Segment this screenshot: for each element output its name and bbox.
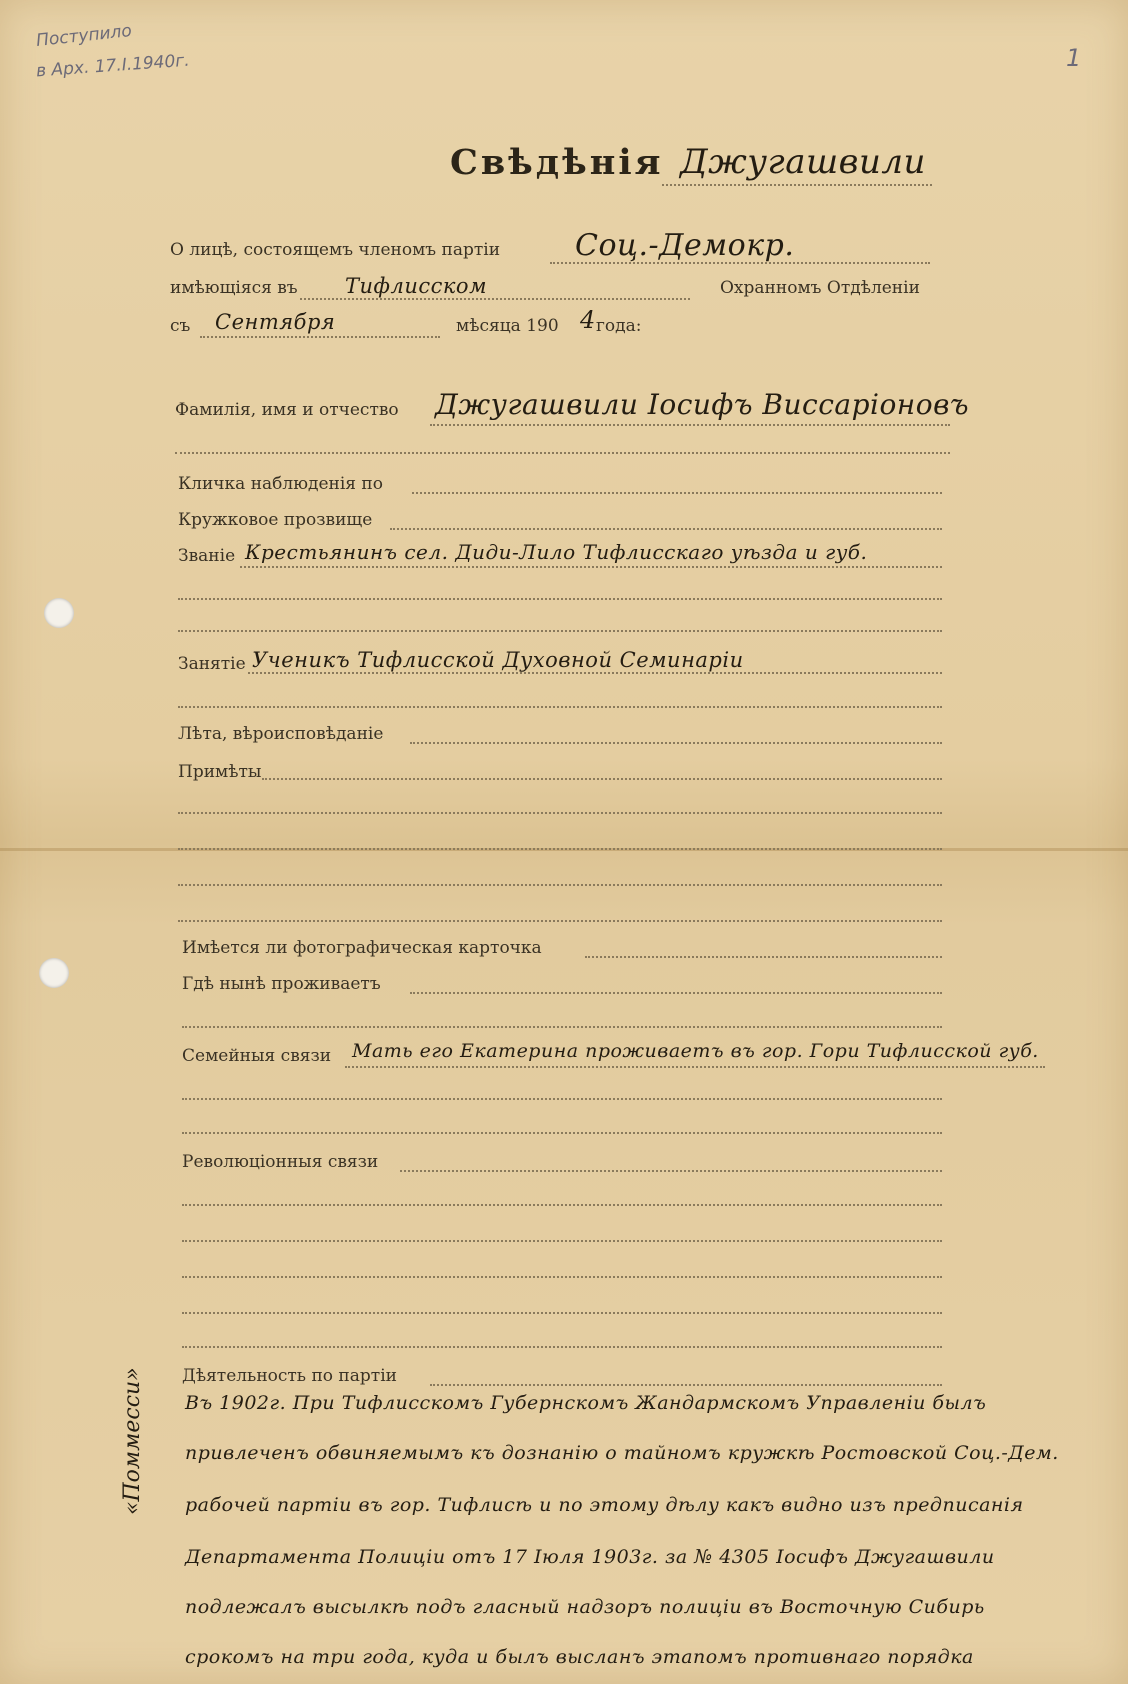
marks-line-5 [178,920,942,922]
city-value: Тифлисском [345,274,487,298]
year-suffix: года: [596,316,642,336]
archive-note-line2: в Арх. 17.I.1940г. [35,50,191,82]
rank-line-3 [178,630,942,632]
nickname-label: Кличка наблюденія по [178,474,383,494]
margin-note: «Поммесси» [120,1367,145,1515]
rank-line [240,566,942,568]
rank-label: Званіе [178,546,236,566]
revolution-line-2 [182,1204,942,1206]
archive-note-line1: Поступило [35,21,133,51]
since-prefix: съ [170,316,191,336]
photo-label: Имѣется ли фотографическая карточка [182,938,542,958]
activity-line [430,1384,942,1386]
having-prefix: имѣющіяся въ [170,278,298,298]
month-value: Сентября [215,310,336,334]
city-line [300,298,690,300]
occupation-line-2 [178,706,942,708]
revolution-label: Революціонныя связи [182,1152,379,1172]
department-label: Охранномъ Отдѣленіи [720,278,920,298]
month-label: мѣсяца 190 [456,316,559,336]
family-line-3 [182,1132,942,1134]
residence-line-2 [182,1026,942,1028]
activity-line-6: срокомъ на три года, куда и былъ высланъ этапомъ противнаго порядка [185,1646,974,1668]
occupation-label: Занятіе [178,654,246,674]
revolution-line [400,1170,942,1172]
rank-value: Крестьянинъ сел. Диди-Лило Тифлисскаго уѣзда и губ. [245,540,868,564]
circle-label: Кружковое прозвище [178,510,373,530]
month-line [200,336,440,338]
family-line [345,1066,1045,1068]
name-value: Джугашвили Іосифъ Виссарiоновъ [435,388,970,421]
family-line-2 [182,1098,942,1100]
party-value: Соц.-Демокр. [575,228,795,263]
page-number: 1 [1066,44,1082,72]
family-value: Мать его Екатерина проживаетъ въ гор. Гори Тифлисской губ. [352,1040,1039,1062]
rank-line-2 [178,598,942,600]
title-surname: Джугашвили [680,142,926,182]
activity-line-2: привлеченъ обвиняемымъ къ дознанію о тайномъ кружкѣ Ростовской Соц.-Дем. [185,1442,1059,1464]
occupation-line [248,672,942,674]
year-digit: 4 [580,306,596,334]
marks-line [262,778,942,780]
title-line [662,184,932,186]
activity-label: Дѣятельность по партіи [182,1366,397,1386]
age-line [410,742,942,744]
revolution-line-3 [182,1240,942,1242]
age-label: Лѣта, вѣроисповѣданіе [178,724,384,744]
name-label: Фамилія, имя и отчество [175,400,399,420]
residence-label: Гдѣ нынѣ проживаетъ [182,974,381,994]
residence-line [410,992,942,994]
document-title: Свѣдѣнія [450,142,664,183]
family-label: Семейныя связи [182,1046,332,1066]
name-line [430,424,950,426]
activity-line-5: подлежалъ высылкѣ подъ гласный надзоръ полиціи въ Восточную Сибирь [185,1596,985,1618]
revolution-line-4 [182,1276,942,1278]
circle-line [390,528,942,530]
activity-line-3: рабочей партіи въ гор. Тифлисѣ и по этому дѣлу какъ видно изъ предписанія [185,1494,1024,1516]
marks-line-4 [178,884,942,886]
activity-line-1: Въ 1902г. При Тифлисскомъ Губернскомъ Жандармскомъ Управленіи былъ [185,1392,987,1414]
punch-hole-bottom [39,958,69,988]
person-prefix: О лицѣ, состоящемъ членомъ партіи [170,240,501,260]
party-line [550,262,930,264]
name-line-2 [175,452,950,454]
nickname-line [412,492,942,494]
activity-line-4: Департамента Полиціи отъ 17 Іюля 1903г. за № 4305 Іосифъ Джугашвили [185,1546,995,1568]
photo-line [585,956,942,958]
punch-hole-top [44,598,74,628]
occupation-value: Ученикъ Тифлисской Духовной Семинаріи [252,648,744,672]
marks-line-2 [178,812,942,814]
revolution-line-6 [182,1346,942,1348]
revolution-line-5 [182,1312,942,1314]
marks-line-3 [178,848,942,850]
marks-label: Примѣты [178,762,262,782]
